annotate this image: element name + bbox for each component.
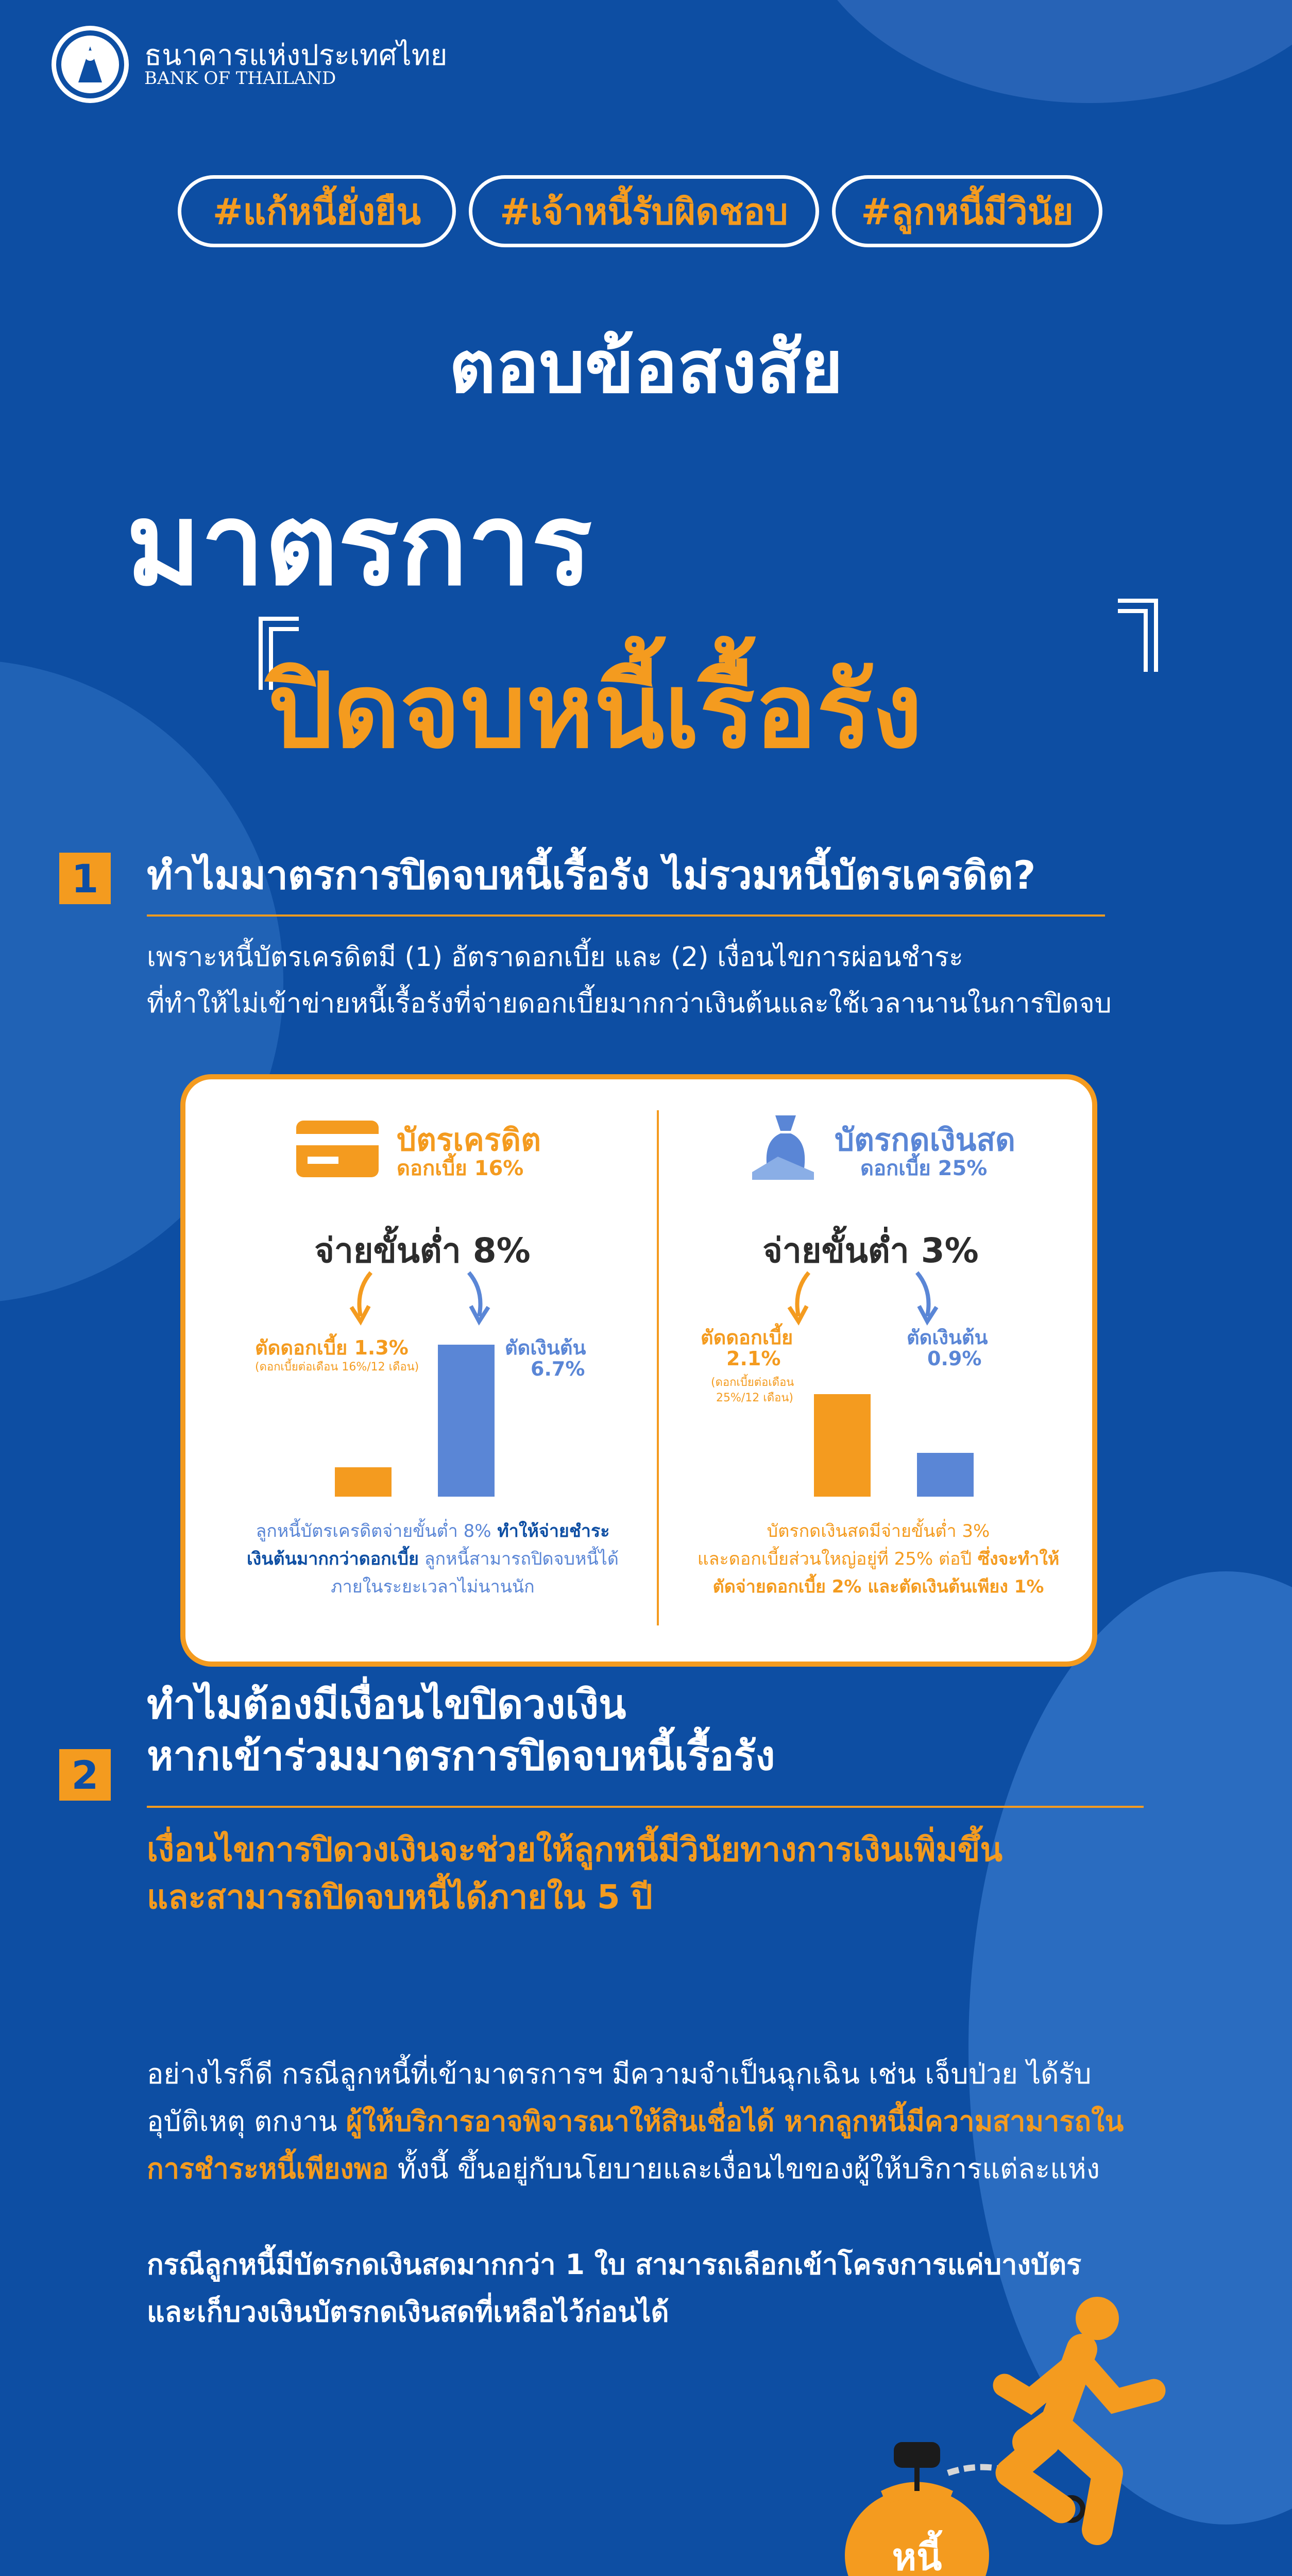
card-divider [657,1110,659,1625]
arrow-down-left-icon-2 [778,1270,819,1327]
bg-circle-top-right [793,0,1292,103]
org-name-thai: ธนาคารแห่งประเทศไทย [144,39,448,72]
credit-principal-value: 6.7% [531,1358,585,1380]
debt-bag-label: หนี้ [892,2535,942,2576]
credit-rate: ดอกเบี้ย 16% [397,1157,524,1180]
credit-principal-label: ตัดเงินต้น [505,1336,586,1359]
cash-interest-value: 2.1% [726,1347,781,1370]
cash-note [665,1517,1092,1601]
cash-principal-value: 0.9% [927,1347,982,1370]
credit-note-l1b: ทำให้จ่ายชำระ [491,1521,610,1541]
cash-rate: ดอกเบี้ย 25% [860,1157,988,1180]
q2-number: 2 [59,1749,111,1801]
q1-number: 1 [59,853,111,904]
credit-note-l3: ภายในระยะเวลาไม่นานนัก [331,1577,535,1597]
title-bracket-right-icon [1113,598,1159,675]
q2-p2-l2: และเก็บวงเงินบัตรกดเงินสดที่เหลือไว้ก่อนได้ [147,2296,669,2328]
credit-interest-label: ตัดดอกเบี้ย 1.3% [255,1336,409,1359]
cash-note-l1: บัตรกดเงินสดมีจ่ายขั้นต่ำ 3% [767,1521,990,1541]
cash-principal-bar [917,1453,974,1497]
bot-logo-icon [52,26,129,103]
q2-p2-l1: กรณีลูกหนี้มีบัตรกดเงินสดมากกว่า 1 ใบ สามารถเลือกเข้าโครงการแค่บางบัตร [147,2248,1082,2281]
q2-p1-l1: อย่างไรก็ดี กรณีลูกหนี้ที่เข้ามาตรการฯ มีความจำเป็นฉุกเฉิน เช่น เจ็บป่วย ได้รับ [147,2058,1092,2090]
hashtag-debtor: #ลูกหนี้มีวินัย [832,175,1102,247]
q2-p1-l3b: ทั้งนี้ ขึ้นอยู่กับนโยบายและเงื่อนไขของผู้ให้บริการแต่ละแห่ง [388,2153,1100,2185]
q2-highlight-line1: เงื่อนไขการปิดวงเงินจะช่วยให้ลูกหนี้มีวินัยทางการเงินเพิ่มขึ้น [147,1831,1003,1869]
credit-note-l1a: ลูกหนี้บัตรเครดิตจ่ายขั้นต่ำ 8% [256,1521,491,1541]
cash-note-l2a: และดอกเบี้ยส่วนใหญ่อยู่ที่ 25% ต่อปี [697,1549,972,1569]
title-orange: ปิดจบหนี้เรื้อรัง [268,651,923,771]
cash-interest-note1: (ดอกเบี้ยต่อเดือน [711,1376,794,1389]
money-bag-icon [747,1105,824,1182]
title-big: มาตรการ [126,479,592,611]
q2-p1-l3a: การชำระหนี้เพียงพอ [147,2153,389,2185]
cash-note-l2b: ซึ่งจะทำให้ [972,1549,1060,1569]
credit-note [222,1517,644,1601]
org-name-en: BANK OF THAILAND [144,68,336,89]
credit-min-pay: จ่ายขั้นต่ำ 8% [314,1231,531,1270]
q1-answer-line2: ที่ทำให้ไม่เข้าข่ายหนี้เรื้อรังที่จ่ายดอกเบี้ยมากกว่าเงินต้นและใช้เวลานานในการปิดจบ [147,988,1112,1019]
q1-title: ทำไมมาตรการปิดจบหนี้เรื้อรัง ไม่รวมหนี้บัตรเครดิต? [147,852,1036,898]
arrow-down-left-icon [340,1270,381,1327]
credit-card-icon [296,1121,379,1177]
arrow-down-right-icon-2 [907,1270,948,1327]
q2-paragraph1 [147,2050,1124,2193]
cash-principal-label: ตัดเงินต้น [907,1326,988,1349]
hashtag-sustainable: #แก้หนี้ยั่งยืน [178,175,456,247]
credit-interest-bar [335,1467,392,1497]
cash-min-pay: จ่ายขั้นต่ำ 3% [762,1231,979,1270]
cash-interest-label: ตัดดอกเบี้ย [701,1326,793,1349]
cash-interest-bar [814,1394,871,1497]
comparison-card [180,1074,1097,1667]
q1-divider [147,914,1105,917]
credit-title: บัตรเครดิต [397,1122,541,1158]
credit-note-l2b: ลูกหนี้สามารถปิดจบหนี้ได้ [418,1549,619,1569]
cash-interest-note2: 25%/12 เดือน) [716,1392,793,1404]
q1-answer-line1: เพราะหนี้บัตรเครดิตมี (1) อัตราดอกเบี้ย และ (2) เงื่อนไขการผ่อนชำระ [147,942,963,973]
q2-p1-l2a: อุบัติเหตุ ตกงาน [147,2105,346,2138]
q2-title-line1: ทำไมต้องมีเงื่อนไขปิดวงเงิน [147,1682,626,1728]
q2-title-line2: หากเข้าร่วมมาตรการปิดจบหนี้เรื้อรัง [147,1733,775,1780]
credit-principal-bar [438,1345,495,1497]
q2-p1-l2b: ผู้ให้บริการอาจพิจารณาให้สินเชื่อได้ หากลูกหนี้มีความสามารถใน [346,2105,1124,2138]
credit-note-l2a: เงินต้นมากกว่าดอกเบี้ย [247,1549,419,1569]
q2-highlight-line2: และสามารถปิดจบหนี้ได้ภายใน 5 ปี [147,1878,653,1917]
cash-note-l3: ตัดจ่ายดอกเบี้ย 2% และตัดเงินต้นเพียง 1% [712,1577,1044,1597]
arrow-down-right-icon [458,1270,500,1327]
cash-title: บัตรกดเงินสด [835,1122,1015,1158]
runner-escaping-debt-icon [793,2287,1236,2576]
q2-divider [147,1806,1144,1808]
hashtag-creditor: #เจ้าหนี้รับผิดชอบ [469,175,819,247]
title-small: ตอบข้อสงสัย [449,326,843,410]
credit-interest-note: (ดอกเบี้ยต่อเดือน 16%/12 เดือน) [255,1361,419,1374]
